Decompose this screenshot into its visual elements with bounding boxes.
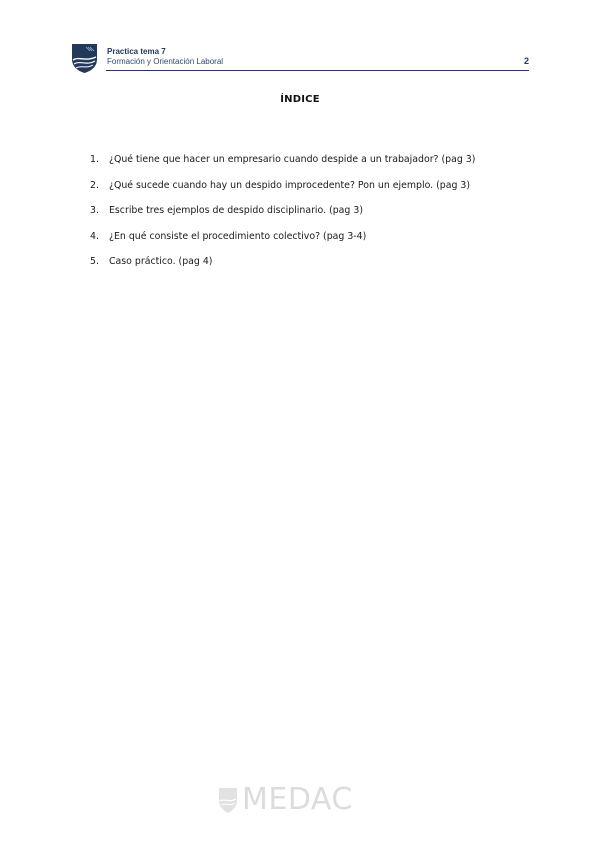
index-item-text: Caso práctico. (pag 4) <box>109 256 213 268</box>
shield-watermark-icon <box>218 787 238 814</box>
header-divider <box>106 70 529 71</box>
document-subtitle: Formación y Orientación Laboral <box>107 57 224 66</box>
index-item-number: 4. <box>90 230 99 242</box>
page-header <box>71 43 529 74</box>
index-item-text: ¿En qué consiste el procedimiento colectivo? (pag 3-4) <box>109 230 367 242</box>
index-item-text: ¿Qué sucede cuando hay un despido improcedente? Pon un ejemplo. (pag 3) <box>109 179 471 191</box>
index-item-number: 5. <box>90 256 99 268</box>
index-item-text: Escribe tres ejemplos de despido disciplinario. (pag 3) <box>109 205 363 217</box>
medac-watermark <box>218 782 374 817</box>
index-item-number: 1. <box>90 154 99 165</box>
index-item-text: ¿Qué tiene que hacer un empresario cuando despide a un trabajador? (pag 3) <box>109 154 476 165</box>
index-item-number: 3. <box>90 205 99 217</box>
index-item-number: 2. <box>90 179 99 191</box>
index-title: ÍNDICE <box>280 94 320 105</box>
document-title: Practica tema 7 <box>107 47 166 56</box>
shield-logo-icon <box>71 43 98 74</box>
page-number: 2 <box>523 56 529 66</box>
watermark-brand-text: MEDAC <box>242 782 353 817</box>
